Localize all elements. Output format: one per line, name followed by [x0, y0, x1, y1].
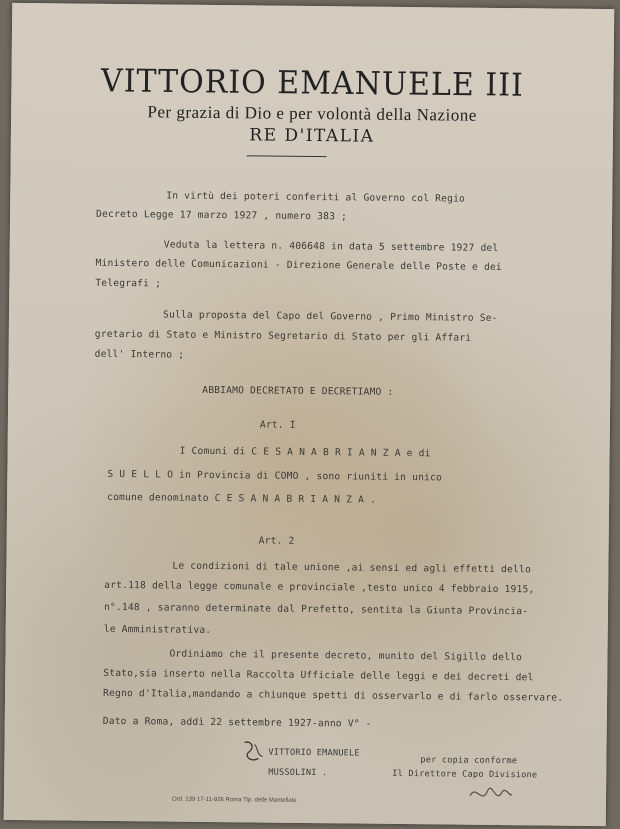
title-re-ditalia: RE D'ITALIA [249, 125, 375, 147]
decree-document [4, 3, 615, 826]
signature-scribble [240, 738, 268, 764]
title-divider [247, 155, 327, 157]
text-line: Stato,sia inserto nella Raccolta Ufficiale delle leggi e dei decreti del [103, 667, 534, 684]
text-line: le Amministrativa. [103, 623, 212, 636]
date-line: Dato a Roma, addì 22 settembre 1927-anno V° - [102, 715, 372, 730]
text-line: Ministero delle Comunicazioni - Direzione Generale delle Poste e dei [95, 257, 502, 274]
text-line: Ordiniamo che il presente decreto, munito del Sigillo dello [169, 648, 523, 664]
handwritten-initials [466, 778, 514, 809]
signature-king: VITTORIO EMANUELE [268, 747, 360, 759]
decree-heading: ABBIAMO DECRETATO E DECRETIAMO : [202, 384, 394, 398]
text-line: gretario di Stato e Ministro Segretario di Stato per gli Affari [94, 328, 472, 344]
text-line: dell' Interno ; [94, 348, 185, 361]
signature-mussolini: MUSSOLINI . [268, 767, 328, 779]
text-line: S U E L L O in Provincia di COMO , sono riuniti in unico [107, 468, 443, 484]
text-line: comune denominato C E S A N A B R I A N Z A . [107, 491, 377, 506]
text-line: In virtù dei poteri conferiti al Governo col Regio [166, 190, 466, 205]
text-line: Le condizioni di tale unione ,ai sensi ed agli effetti dello [172, 560, 532, 576]
text-line: I Comuni di C E S A N A B R I A N Z A e di [179, 445, 431, 460]
text-line: Regno d'Italia,mandando a chiunque spetti di osservarlo e di farlo osservare. [103, 687, 564, 704]
text-line: Telegrafi ; [95, 277, 162, 290]
grace-line: Per grazia di Dio e per volontà della Nazione [147, 102, 477, 125]
certified-copy-note: per copia conforme [420, 755, 518, 767]
text-line: Decreto Legge 17 marzo 1927 , numero 383 ; [96, 208, 348, 223]
printer-footer: Ord. 139 17-11-926 Roma Tip. delle Mantellate [171, 796, 297, 804]
text-line: art.118 della legge comunale e provinciale ,testo unico 4 febbraio 1915, [104, 579, 535, 596]
text-line: Sulla proposta del Capo del Governo , Primo Ministro Se- [162, 309, 498, 324]
king-name: VITTORIO EMANUELE III [100, 62, 525, 105]
text-line: n°.148 , saranno determinate dal Prefetto, sentita la Giunta Provincia- [103, 601, 529, 618]
division-director: Il Direttore Capo Divisione [392, 768, 538, 781]
article-heading: Art. 2 [258, 535, 295, 547]
text-line: Veduta la lettera n. 406648 in data 5 settembre 1927 del [163, 239, 499, 254]
article-heading: Art. I [259, 419, 296, 431]
